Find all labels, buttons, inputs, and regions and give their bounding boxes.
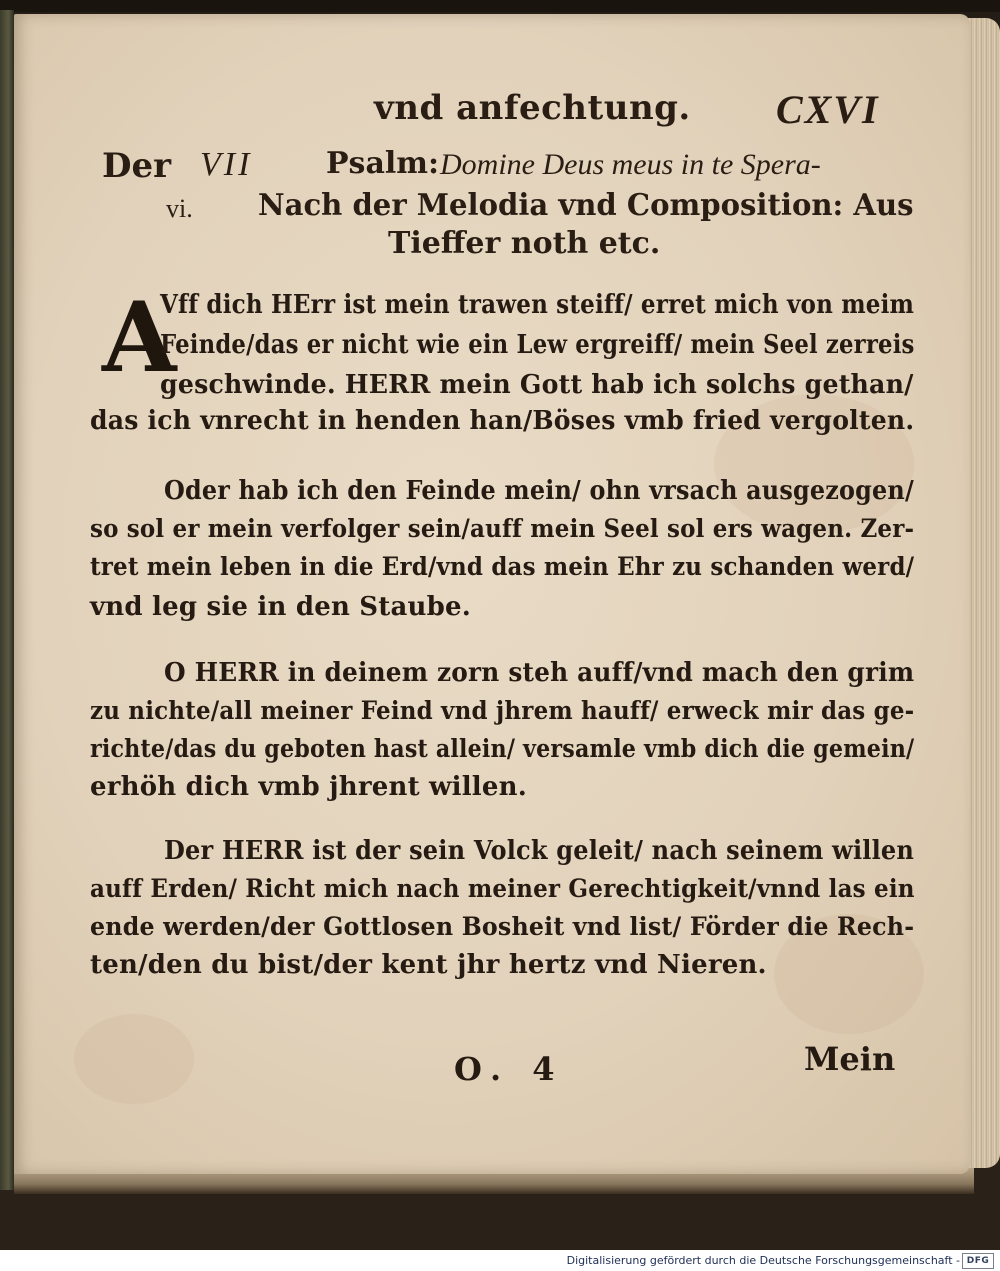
dfg-logo: DFG: [962, 1253, 994, 1269]
stanza-3-line-4: erhöh dich vmb jhrent willen.: [90, 772, 527, 802]
heading-psalm-label: Psalm:: [326, 146, 440, 181]
catchword: Mein: [804, 1040, 896, 1078]
heading-der: Der: [102, 146, 172, 186]
heading-latin-incipit: Domine Deus meus in te Spera-: [440, 148, 821, 181]
stanza-4-line-4: ten/den du bist/der kent jhr hertz vnd Nieren.: [90, 950, 767, 980]
decorated-initial: A: [102, 281, 177, 394]
stanza-1-line-3: geschwinde. HERR mein Gott hab ich solchs gethan/: [160, 370, 914, 400]
digitization-footer: [0, 1250, 1000, 1271]
stanza-4-line-3: ende werden/der Gottlosen Bosheit vnd list/ Förder die Rech-: [90, 912, 915, 941]
top-shadow: [0, 0, 1000, 12]
book-spine: [0, 10, 14, 1190]
stanza-4-line-2: auff Erden/ Richt mich nach meiner Gerechtigkeit/vnnd las ein: [90, 874, 915, 903]
signature-mark: O. 4: [454, 1050, 565, 1088]
stanza-3-line-2: zu nichte/all meiner Feind vnd jhrem hauff/ erweck mir das ge-: [90, 696, 915, 725]
book-page: [14, 14, 970, 1174]
stanza-2-line-1: Oder hab ich den Feinde mein/ ohn vrsach ausgezogen/: [164, 476, 914, 506]
heading-melody-title: Tieffer noth etc.: [388, 226, 661, 261]
stanza-4-line-1: Der HERR ist der sein Volck geleit/ nach seinem willen: [164, 836, 915, 866]
stanza-2-line-4: vnd leg sie in den Staube.: [90, 592, 472, 622]
stanza-1-line-1: Vff dich HErr ist mein trawen steiff/ erret mich von meim: [160, 290, 915, 320]
heading-latin-continuation: vi.: [166, 194, 193, 223]
heading-psalm-number: VII: [200, 146, 253, 183]
stanza-2-line-2: so sol er mein verfolger sein/auff mein Seel sol ers wagen. Zer-: [90, 514, 915, 543]
stanza-3-line-1: O HERR in deinem zorn steh auff/vnd mach den grim: [164, 658, 915, 688]
stanza-3-line-3: richte/das du geboten hast allein/ versamle vmb dich die gemein/: [90, 734, 915, 763]
footer-credit-text: Digitalisierung gefördert durch die Deutsche Forschungsgemeinschaft -: [566, 1254, 960, 1267]
stanza-1-line-4: das ich vnrecht in henden han/Böses vmb fried vergolten.: [90, 406, 915, 436]
heading-melody-note: Nach der Melodia vnd Composition: Aus: [258, 188, 914, 223]
paper-stain: [74, 1014, 194, 1104]
stanza-1-line-2: Feinde/das er nicht wie ein Lew ergreiff/ mein Seel zerreis: [160, 330, 915, 360]
folio-number: CXVI: [776, 87, 880, 132]
stanza-2-line-3: tret mein leben in die Erd/vnd das mein Ehr zu schanden werd/: [90, 552, 915, 581]
running-header: vnd anfechtung.: [374, 88, 691, 128]
